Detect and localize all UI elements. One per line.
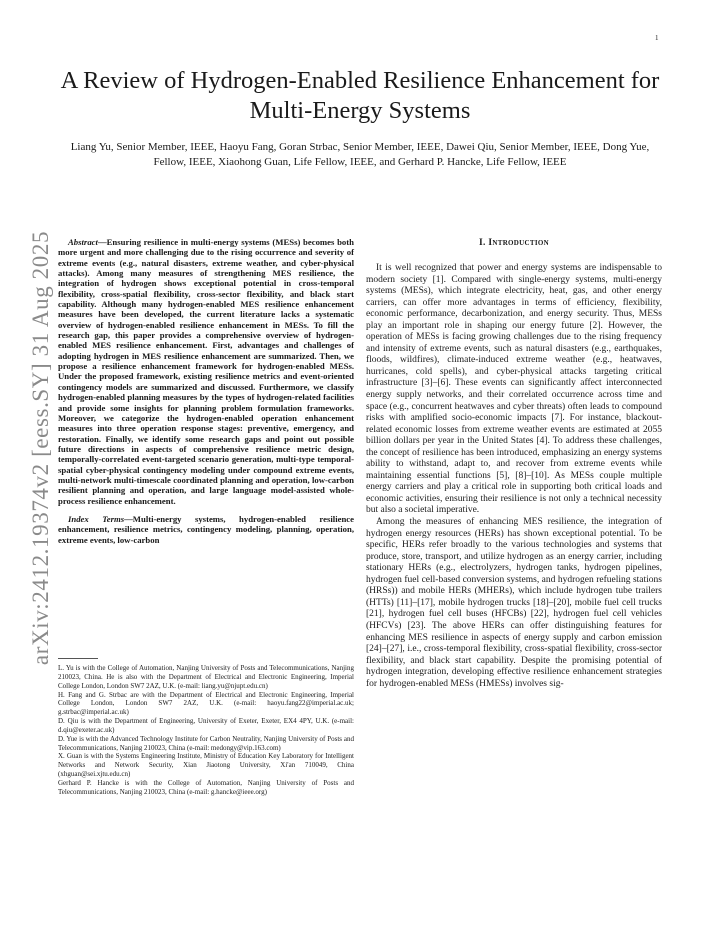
footnote: X. Guan is with the Systems Engineering Institute, Ministry of Education Key Laboratory for Intelligent Networks and Network Security, Xian Jiaotong University, Xi'an 710049, China (xhguan@sei.xjtu.edu.cn): [58, 752, 354, 779]
paper-title: A Review of Hydrogen-Enabled Resilience Enhancement for Multi-Energy Systems: [60, 67, 660, 124]
left-column: [58, 237, 354, 554]
footnote: H. Fang and G. Strbac are with the Department of Electrical and Electronic Engineering, Imperial College London, London SW7 2AZ, U.K. (e-mail: haoyu.fang22@imperial.ac.uk; g.strbac@imperial.ac.uk): [58, 690, 354, 717]
abstract-label: Abstract: [68, 237, 98, 247]
footnote: L. Yu is with the College of Automation, Nanjing University of Posts and Telecommunications, Nanjing 210023, China. He is also with the Department of Electrical and Electronic Engineering, Imperial College London, London SW7 2AZ, U.K. (e-mail: liang.yu@njupt.edu.cn): [58, 664, 354, 690]
arxiv-identifier: arXiv:2412.19374v2 [eess.SY] 31 Aug 2025: [28, 230, 53, 666]
footnote-divider: [58, 658, 98, 659]
author-affiliations: [58, 664, 354, 797]
footnote: D. Qiu is with the Department of Engineering, University of Exeter, Exeter, EX4 4PY, U.K. (e-mail: d.qiu@exeter.ac.uk): [58, 717, 354, 734]
right-column: [366, 237, 662, 690]
page-number: 1: [655, 34, 659, 42]
footnote: D. Yue is with the Advanced Technology Institute for Carbon Neutrality, Nanjing University of Posts and Telecommunications, Nanjing 210023, China (e-mail: medongy@vip.163.com): [58, 734, 354, 752]
footnote: Gerhard P. Hancke is with the College of Automation, Nanjing University of Posts and Telecommunications, Nanjing 210023, China (e-mail: g.hancke@ieee.org): [58, 778, 354, 796]
abstract: [58, 237, 354, 506]
index-terms: [58, 514, 354, 545]
abstract-text: —Ensuring resilience in multi-energy systems (MESs) becomes both more urgent and more challenging due to the rising occurrence and severity of extreme events (e.g., natural disasters, extreme weather, and cyber-physical attacks). Among many measures of strengthening MES resilience, the integration of hydrogen shows exceptional potential in cross-temporal flexibility, cross-spatial flexibility, cross-sector flexibility, and black start capability. Although many hydrogen-enabled MES resilience enhancement measures have been developed, the current literature lacks a systematic overview of hydrogen-enabled resilience enhancement in MESs. To fill the research gap, this paper provides a comprehensive overview of hydrogen-enabled MES resilience enhancement. First, advantages and challenges of adopting hydrogen in MES resilience enhancement are summarized. Then, we propose a resilience enhancement framework for hydrogen-enabled MESs. Under the proposed framework, existing resilience metrics and event-oriented contingency models are summarized and discussed. Furthermore, we classify hydrogen-enabled planning measures by the types of hydrogen-related facilities and provide some insights for planning problem formulation frameworks. Moreover, we categorize the hydrogen-enabled operation enhancement measures into three operation response stages: preventive, emergency, and restoration. Finally, we identify some research gaps and point out possible future directions in aspects of comprehensive resilience metric design, temporally-correlated event-targeted scenario generation, multi-type temporal-spatial cyber-physical contingency modeling under compound extreme events, multi-network multi-timescale coordinated planning and operation, low-carbon resilient planning and operation, and large language model-assisted whole-process resilience enhancement.: [58, 237, 354, 506]
intro-paragraph: Among the measures of enhancing MES resilience, the integration of hydrogen energy resources (HERs) has shown exceptional potential. To be specific, HERs refer broadly to the various technologies and systems that produce, store, transport, and utilize hydrogen as an energy carrier, including stationary HERs (e.g., electrolyzers, hydrogen tanks, hydrogen pipelines, hydrogen fuel cell-based conversion systems, and hydrogen refueling stations (HRSs)) and mobile HERs (MHERs), which include hydrogen tube trailers (HTTs) [11]–[17], mobile hydrogen trucks [18]–[20], mobile fuel cell trucks [21], hydrogen fuel cell buses (HFCBs) [22], hydrogen fuel cell vehicles (HFCVs) [23]. The above HERs can offer distinguishing features for enhancing MES resilience in aspects of energy supply and carbon emission [24]–[27], i.e., cross-temporal flexibility, cross-spatial flexibility, cross-sector flexibility, and black start capability. Despite the promising potential of hydrogen integration, developing effective resilience enhancement strategies for hydrogen-enabled MESs (HMESs) involves sig-: [366, 517, 662, 689]
author-list: Liang Yu, Senior Member, IEEE, Haoyu Fang, Goran Strbac, Senior Member, IEEE, Dawei Qiu, Senior Member, IEEE, Dong Yue, Fellow, IEEE, Xiaohong Guan, Life Fellow, IEEE, and Gerhard P. Hancke, Life Fellow, IEEE: [70, 141, 650, 168]
intro-paragraph: It is well recognized that power and energy systems are indispensable to modern society [1]. Compared with single-energy systems, multi-energy systems (MESs), which integrate electricity, heat, gas, and other energy carriers, can offer more advantages in terms of efficiency, flexibility, economic performance, decarbonization, and energy security. Thus, MESs play an important role in shaping our energy future [2]. However, the operation of MESs is facing growing challenges due to the rising frequency and intensity of extreme events, such as natural disasters (e.g., earthquakes, floods, wildfires), climate-induced extreme weather (e.g., heatwaves, hurricanes, cold spells), and cyber-physical attacks targeting critical infrastructure [3]–[6]. These events can significantly affect interconnected energy supply networks, and their correlated occurrence across time and space (e.g., concurrent heatwaves and cyber threats) often leads to compound risks with amplified socio-economic impacts [7]. For instance, blackout-related economic losses from extreme weather events are estimated at 2055 billion dollars per year in the United States [4]. To address these challenges, the concept of resilience has been introduced, emphasizing an energy systems ability to withstand, adapt to, and recover from extreme events while maintaining essential functions [5], [8]–[10]. As MESs couple multiple energy carriers and play a critical role in supporting both critical loads and economic activities, ensuring their resilience is not only a technical necessity but also a societal imperative.: [366, 263, 662, 516]
index-terms-text: —Multi-energy systems, hydrogen-enabled resilience enhancement, resilience metrics, contingency modeling, planning, operation, extreme events, low-carbon: [58, 513, 355, 545]
section-heading-introduction: I. Introduction: [479, 238, 549, 248]
index-terms-label: Index Terms: [68, 513, 125, 524]
